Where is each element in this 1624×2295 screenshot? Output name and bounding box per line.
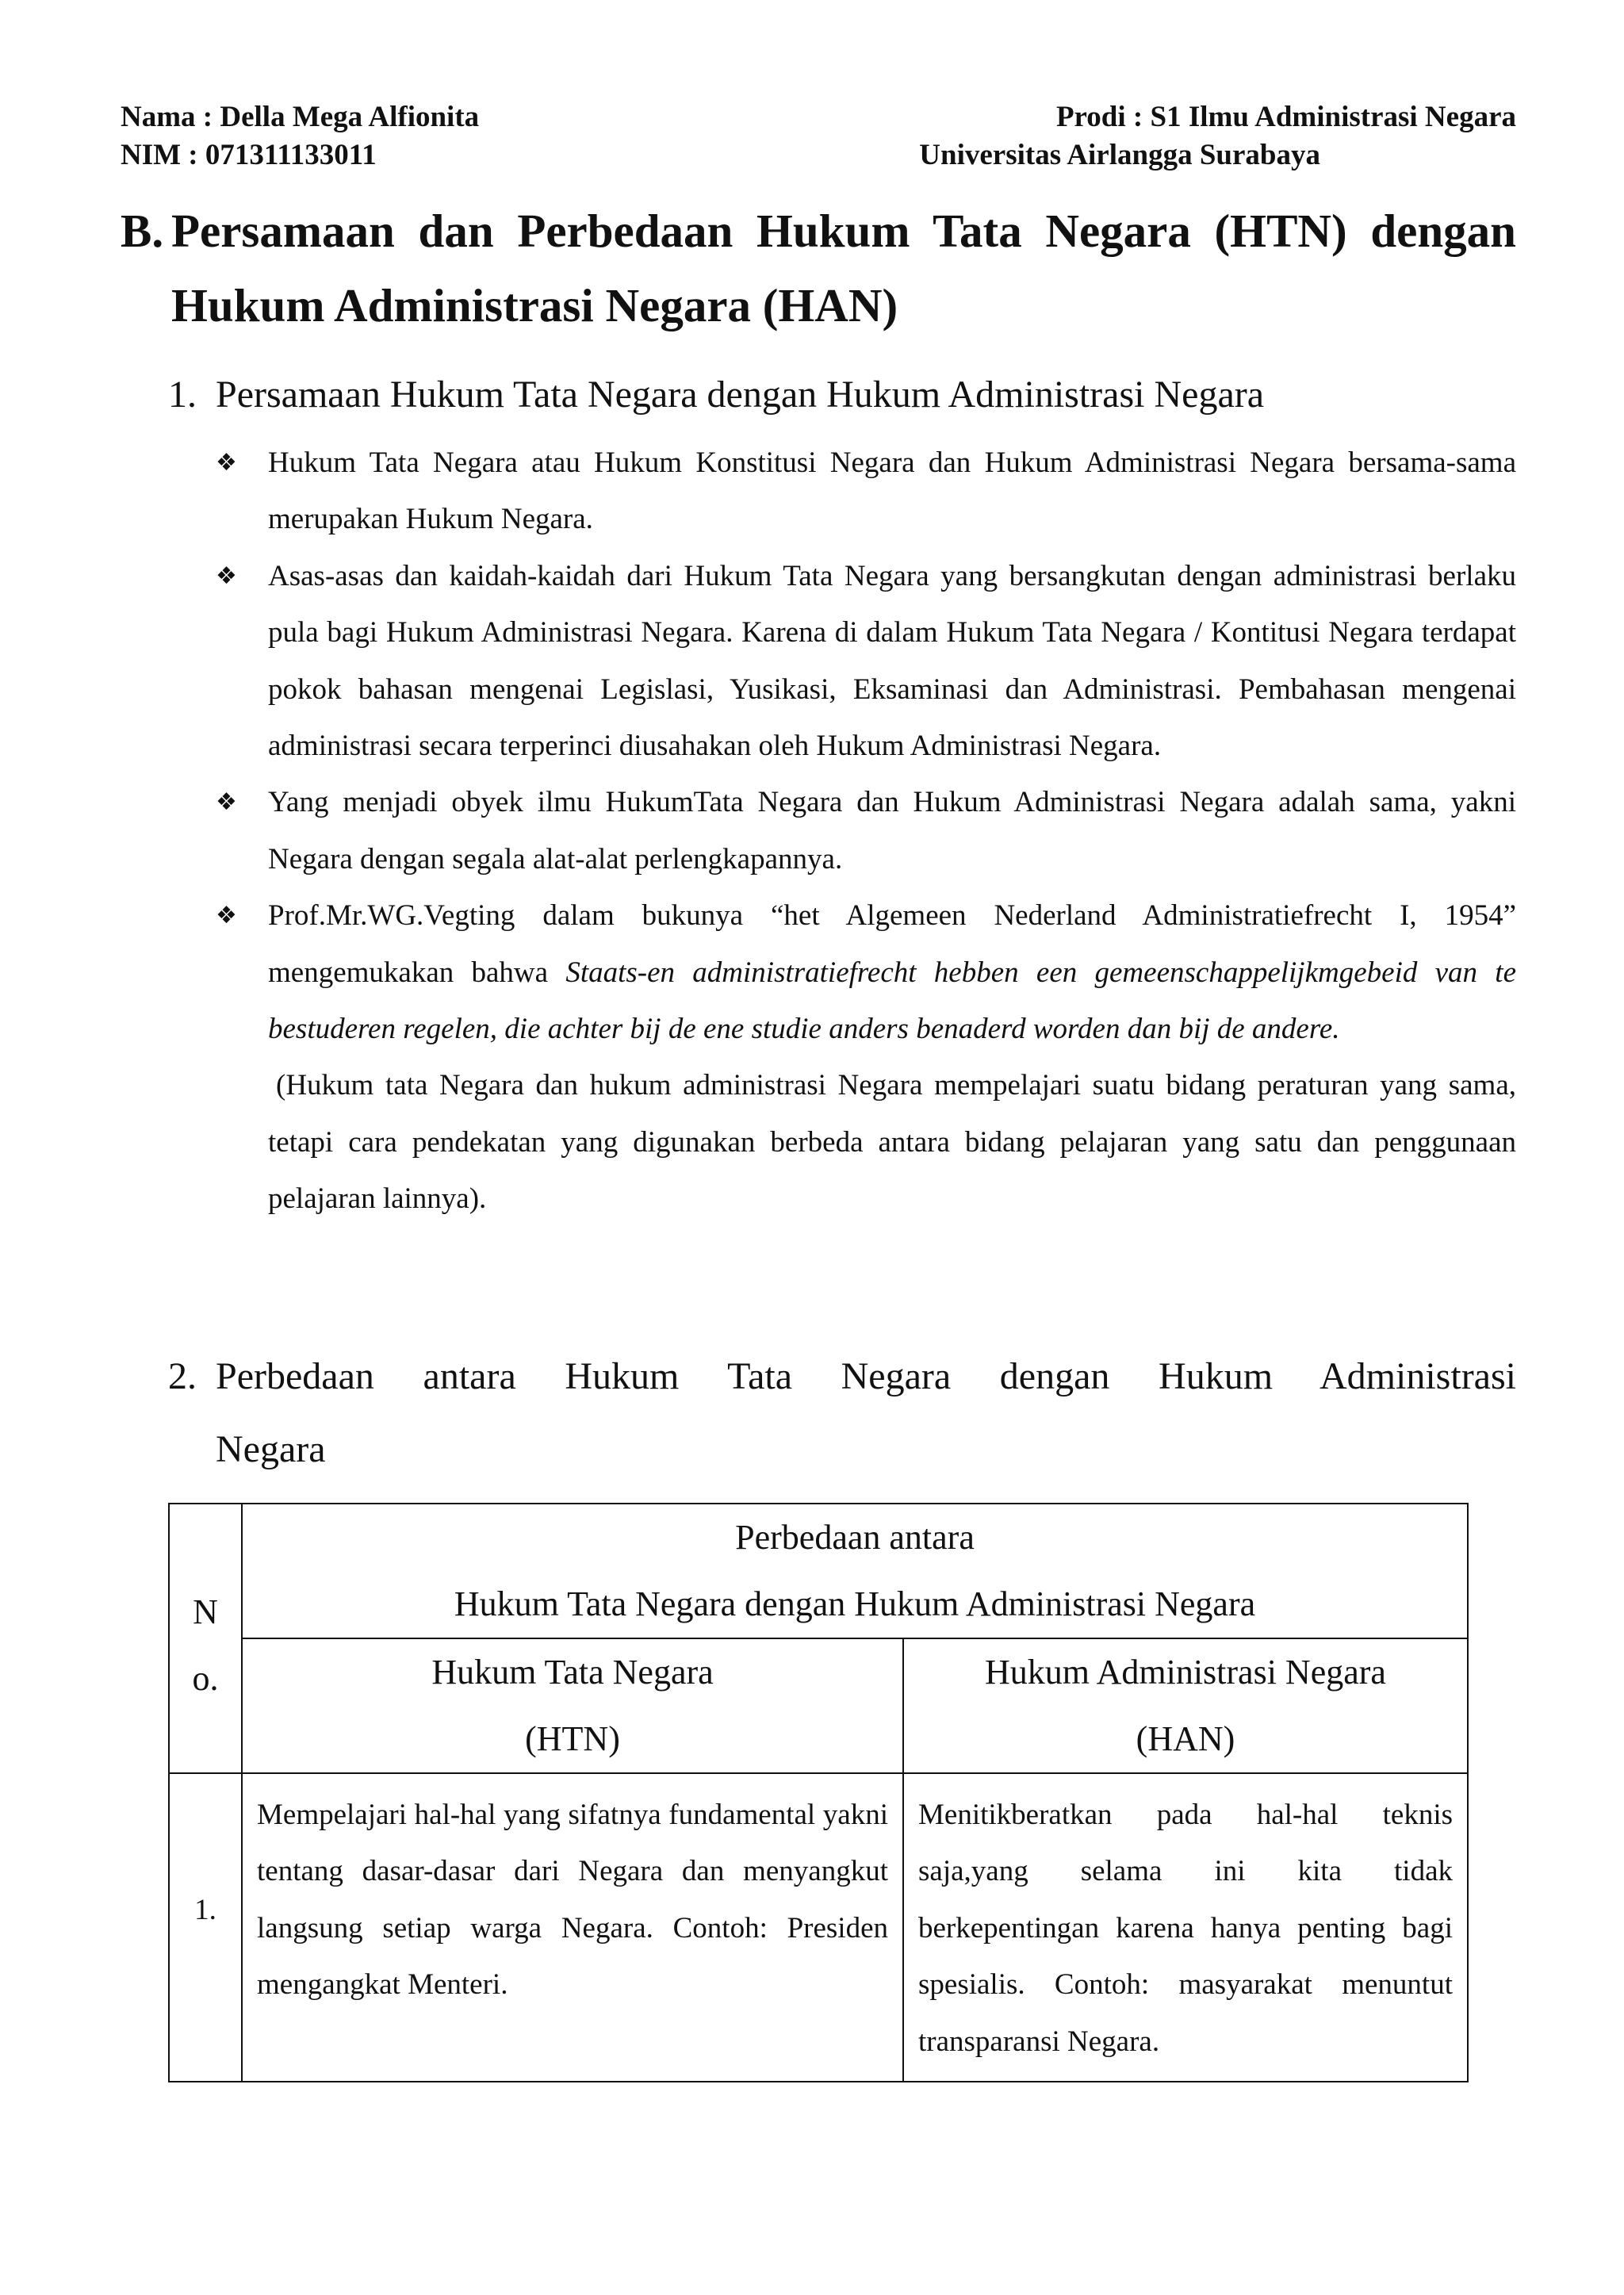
- table-header-line-2: Hukum Tata Negara dengan Hukum Administrasi Negara: [454, 1584, 1256, 1623]
- han-header-line-1: Hukum Administrasi Negara: [985, 1653, 1386, 1692]
- section-letter: B.: [121, 205, 164, 257]
- han-cell: Menitikberatkan pada hal-hal teknis saja,yang selama ini kita tidak berkepentingan karena hanya penting bagi spesialis. Contoh: masyarakat menuntut transparansi Negara.: [903, 1773, 1468, 2082]
- subheading-title: Persamaan Hukum Tata Negara dengan Hukum Administrasi Negara: [216, 374, 1265, 416]
- list-item-text: Hukum Tata Negara atau Hukum Konstitusi Negara dan Hukum Administrasi Negara bersama-sama merupakan Hukum Negara.: [268, 446, 1516, 536]
- program-info: [919, 98, 1516, 174]
- no-header-line-1: N: [193, 1592, 218, 1631]
- student-nim: NIM : 071311133011: [121, 139, 377, 171]
- list-item-text: [268, 887, 1516, 1057]
- diamond-bullet-icon: ❖: [216, 561, 237, 590]
- quote-intro: Prof.Mr.WG.Vegting dalam bukunya “het Algemeen Nederland Administratiefrecht I, 1954” mengemukakan bahwa: [268, 899, 1516, 989]
- subheading-number: 1.: [168, 374, 197, 416]
- list-item: [216, 435, 1516, 548]
- list-item: [216, 774, 1516, 887]
- subheading-number: 2.: [168, 1355, 197, 1397]
- list-item-text: Asas-asas dan kaidah-kaidah dari Hukum Tata Negara yang bersangkutan dengan administrasi berlaku pula bagi Hukum Administrasi Negara. Karena di dalam Hukum Tata Negara / Kontitusi Negara terdapat pokok bahasan mengenai Legislasi, Yusikasi, Eksaminasi dan Administrasi. Pembahasan mengenai administrasi secara terperinci diusahakan oleh Hukum Administrasi Negara.: [268, 559, 1516, 763]
- no-header-line-2: o.: [192, 1659, 219, 1698]
- study-program: Prodi : S1 Ilmu Administrasi Negara: [1055, 101, 1516, 133]
- han-header-line-2: (HAN): [1136, 1719, 1235, 1758]
- table-row: [169, 1773, 1468, 2082]
- diamond-bullet-icon: ❖: [216, 788, 237, 817]
- diamond-bullet-icon: ❖: [216, 902, 237, 930]
- section-title-line-1: Persamaan dan Perbedaan Hukum Tata Negara (HTN) dengan: [171, 205, 1516, 257]
- student-info: [121, 98, 479, 174]
- list-item: [216, 548, 1516, 775]
- table-main-header: [242, 1504, 1468, 1638]
- quote-translation: (Hukum tata Negara dan hukum administrasi Negara mempelajari suatu bidang peraturan yang sama, tetapi cara pendekatan yang digunakan berbeda antara bidang pelajaran yang satu dan penggunaan pelajaran lainnya).: [268, 1069, 1516, 1216]
- htn-header-line-2: (HTN): [525, 1719, 620, 1758]
- htn-cell: Mempelajari hal-hal yang sifatnya fundamental yakni tentang dasar-dasar dari Negara dan menyangkut langsung setiap warga Negara. Contoh: Presiden mengangkat Menteri.: [242, 1773, 903, 2082]
- row-number: 1.: [169, 1773, 242, 2082]
- differences-table: [168, 1503, 1469, 2082]
- han-column-header: [903, 1638, 1468, 1773]
- table-header-line-1: Perbedaan antara: [735, 1518, 975, 1557]
- list-item-text: Yang menjadi obyek ilmu HukumTata Negara dan Hukum Administrasi Negara adalah sama, yakni Negara dengan segala alat-alat perlengkapannya.: [268, 786, 1516, 875]
- similarities-list: [216, 435, 1516, 1228]
- section-title-line-2: Hukum Administrasi Negara (HAN): [171, 279, 898, 331]
- htn-header-line-1: Hukum Tata Negara: [431, 1653, 714, 1692]
- diamond-bullet-icon: ❖: [216, 449, 237, 477]
- htn-column-header: [242, 1638, 903, 1773]
- subheading-title-line-1: Perbedaan antara Hukum Tata Negara dengan Hukum Administrasi: [216, 1355, 1516, 1397]
- no-column-header: [169, 1504, 242, 1773]
- dutch-quote: Staats-en administratiefrecht hebben een gemeenschappelijkmgebeid van te bestuderen regelen, die achter bij de ene studie anders benaderd worden dan bij de andere.: [268, 956, 1516, 1046]
- student-name: Nama : Della Mega Alfionita: [121, 101, 480, 133]
- subheading-title-line-2: Negara: [216, 1428, 326, 1470]
- list-item: [216, 887, 1516, 1227]
- university: Universitas Airlangga Surabaya: [919, 139, 1320, 171]
